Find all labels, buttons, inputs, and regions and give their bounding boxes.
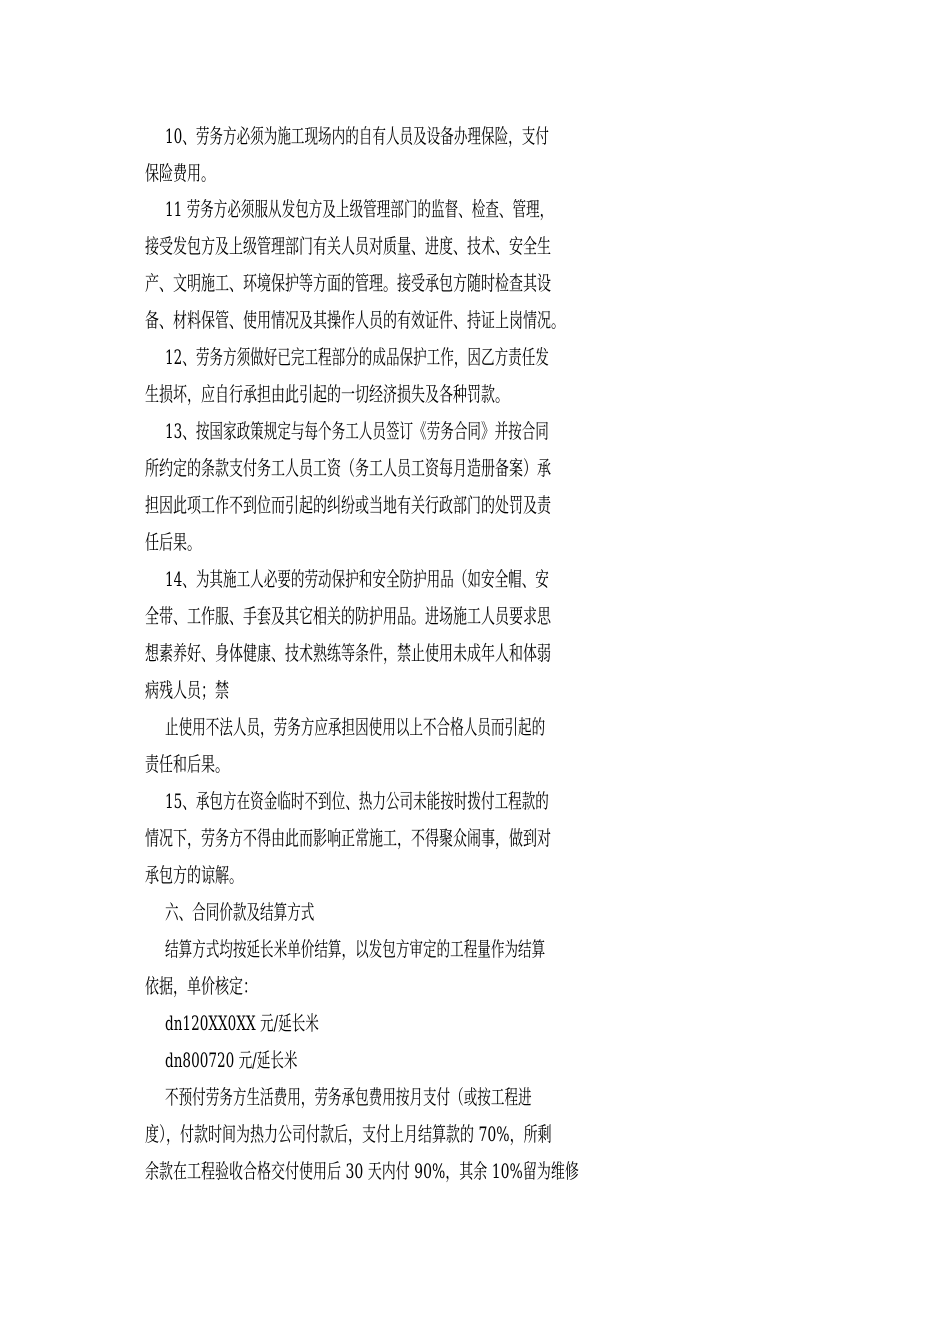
text-line: 止使用不法人员，劳务方应承担因使用以上不合格人员而引起的 bbox=[165, 715, 546, 739]
text-line: 15、承包方在资金临时不到位、热力公司未能按时拨付工程款的 bbox=[165, 789, 549, 813]
text-line: 担因此项工作不到位而引起的纠纷或当地有关行政部门的处罚及责 bbox=[145, 493, 551, 517]
section-heading: 六、合同价款及结算方式 bbox=[165, 900, 315, 924]
text-line: 承包方的谅解。 bbox=[145, 863, 243, 887]
text-line: 任后果。 bbox=[145, 530, 201, 554]
text-line: 接受发包方及上级管理部门有关人员对质量、进度、技术、安全生 bbox=[145, 234, 551, 258]
price-line: dn120XX0XX 元/延长米 bbox=[165, 1011, 319, 1035]
text-line: 13、按国家政策规定与每个务工人员签订《劳务合同》并按合同 bbox=[165, 419, 549, 443]
text-line: 不预付劳务方生活费用，劳务承包费用按月支付（或按工程进 bbox=[165, 1085, 532, 1109]
text-line: 12、劳务方须做好已完工程部分的成品保护工作，因乙方责任发 bbox=[165, 345, 549, 369]
text-line: 备、材料保管、使用情况及其操作人员的有效证件、持证上岗情况。 bbox=[145, 308, 565, 332]
text-line: 责任和后果。 bbox=[145, 752, 229, 776]
text-line: 14、为其施工人必要的劳动保护和安全防护用品（如安全帽、安 bbox=[165, 567, 549, 591]
text-line: 度），付款时间为热力公司付款后，支付上月结算款的 70%，所剩 bbox=[145, 1122, 552, 1146]
text-line: 生损坏，应自行承担由此引起的一切经济损失及各种罚款。 bbox=[145, 382, 509, 406]
text-line: 依据，单价核定： bbox=[145, 974, 257, 998]
text-line: 结算方式均按延长米单价结算，以发包方审定的工程量作为结算 bbox=[165, 937, 546, 961]
text-line: 情况下，劳务方不得由此而影响正常施工，不得聚众闹事，做到对 bbox=[145, 826, 551, 850]
text-line: 想素养好、身体健康、技术熟练等条件，禁止使用未成年人和体弱 bbox=[145, 641, 551, 665]
text-line: 10、劳务方必须为施工现场内的自有人员及设备办理保险，支付 bbox=[165, 124, 549, 148]
price-line: dn800720 元/延长米 bbox=[165, 1048, 298, 1072]
text-line: 所约定的条款支付务工人员工资（务工人员工资每月造册备案）承 bbox=[145, 456, 551, 480]
text-line: 保险费用。 bbox=[145, 161, 215, 185]
text-line: 全带、工作服、手套及其它相关的防护用品。进场施工人员要求思 bbox=[145, 604, 551, 628]
text-line: 余款在工程验收合格交付使用后 30 天内付 90%，其余 10%留为维修 bbox=[145, 1159, 579, 1183]
text-line: 病残人员；禁 bbox=[145, 678, 229, 702]
text-line: 产、文明施工、环境保护等方面的管理。接受承包方随时检查其设 bbox=[145, 271, 551, 295]
text-line: 11 劳务方必须服从发包方及上级管理部门的监督、检查、管理， bbox=[165, 197, 554, 221]
